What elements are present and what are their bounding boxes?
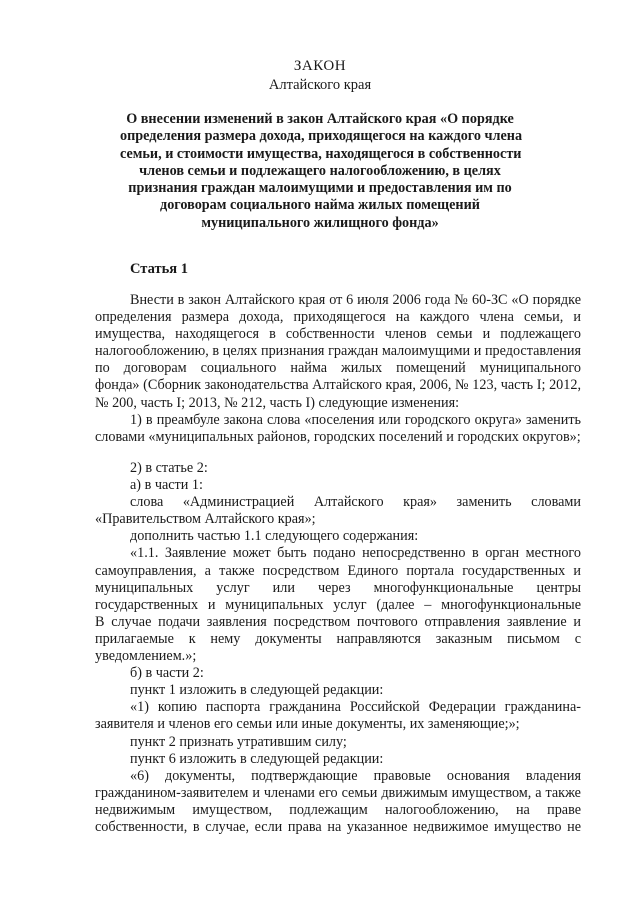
text-line: дополнить частью 1.1 следующего содержания: bbox=[130, 528, 419, 545]
article-body-part2 bbox=[95, 460, 581, 836]
text-line: пункт 1 изложить в следующей редакции: bbox=[130, 682, 384, 699]
text-line: муниципальных услуг или через многофункциональные центры bbox=[95, 579, 581, 596]
text-line: 2) в статье 2: bbox=[130, 460, 208, 476]
article-body-part1 bbox=[95, 292, 581, 446]
heading-line: определения размера дохода, приходящегося на каждого члена bbox=[120, 128, 523, 145]
heading-line: О внесении изменений в закон Алтайского края «О порядке bbox=[126, 111, 514, 127]
text-line: В случае подачи заявления посредством почтового отправления заявление и bbox=[95, 613, 581, 630]
text-line: пункт 2 признать утратившим силу; bbox=[130, 733, 347, 750]
text-line: Внести в закон Алтайского края от 6 июля 2006 года № 60-ЗС «О порядке bbox=[130, 292, 581, 308]
text-line: фонда» (Сборник законодательства Алтайского края, 2006, № 123, часть I; 2012, bbox=[95, 377, 581, 394]
text-line: слова «Администрацией Алтайского края» заменить словами bbox=[130, 494, 581, 511]
text-line: собственности, в случае, если права на указанное недвижимое имущество не bbox=[95, 818, 581, 835]
text-line: «Правительством Алтайского края»; bbox=[95, 511, 316, 528]
heading-line: семьи, и стоимости имущества, находящегося в собственности bbox=[120, 145, 522, 162]
text-line: гражданином-заявителем и членами его семьи движимым имуществом, а также bbox=[95, 784, 581, 801]
text-line: заявителя и членов его семьи или иные документы, их заменяющие;»; bbox=[95, 716, 520, 733]
text-line: «1) копию паспорта гражданина Российской Федерации гражданина- bbox=[130, 699, 581, 716]
text-line: словами «муниципальных районов, городских поселений и городских округов»; bbox=[95, 428, 581, 445]
text-line: государственных и муниципальных услуг (далее – многофункциональные bbox=[95, 596, 581, 613]
text-line: определения размера дохода, приходящегося на каждого члена семьи, и bbox=[95, 309, 581, 326]
law-heading bbox=[120, 111, 523, 232]
heading-line: муниципального жилищного фонда» bbox=[201, 214, 439, 231]
text-line: а) в части 1: bbox=[130, 477, 203, 494]
text-line: пункт 6 изложить в следующей редакции: bbox=[130, 750, 384, 767]
text-line: б) в части 2: bbox=[130, 665, 204, 682]
text-line: налогообложению, в целях признания граждан малоимущими и предоставления bbox=[95, 343, 581, 360]
text-line: по договорам социального найма жилых помещений муниципального bbox=[95, 360, 581, 377]
text-line: № 200, часть I; 2013, № 212, часть I) следующие изменения: bbox=[95, 394, 460, 411]
text-line: прилагаемые к нему документы направляются заказным письмом с bbox=[95, 630, 581, 647]
text-line: «1.1. Заявление может быть подано непосредственно в орган местного bbox=[130, 545, 581, 562]
text-line: самоуправления, а также посредством Единого портала государственных и bbox=[95, 562, 581, 579]
law-subtitle: Алтайского края bbox=[268, 77, 372, 93]
heading-line: признания граждан малоимущими и предоставления им по bbox=[128, 180, 512, 197]
law-title: ЗАКОН bbox=[293, 58, 347, 74]
text-line: «6) документы, подтверждающие правовые основания владения bbox=[130, 767, 581, 784]
text-line: имущества, находящегося в собственности членов семьи и подлежащего bbox=[95, 326, 581, 343]
heading-line: договорам социального найма жилых помещений bbox=[160, 197, 480, 214]
article-title: Статья 1 bbox=[130, 261, 188, 277]
heading-line: членов семьи и подлежащего налогообложению, в целях bbox=[139, 162, 501, 179]
text-line: 1) в преамбуле закона слова «поселения или городского округа» заменить bbox=[130, 411, 581, 428]
text-line: уведомлением.»; bbox=[95, 648, 197, 665]
text-line: недвижимым имуществом, подлежащим налогообложению, на праве bbox=[95, 801, 581, 818]
